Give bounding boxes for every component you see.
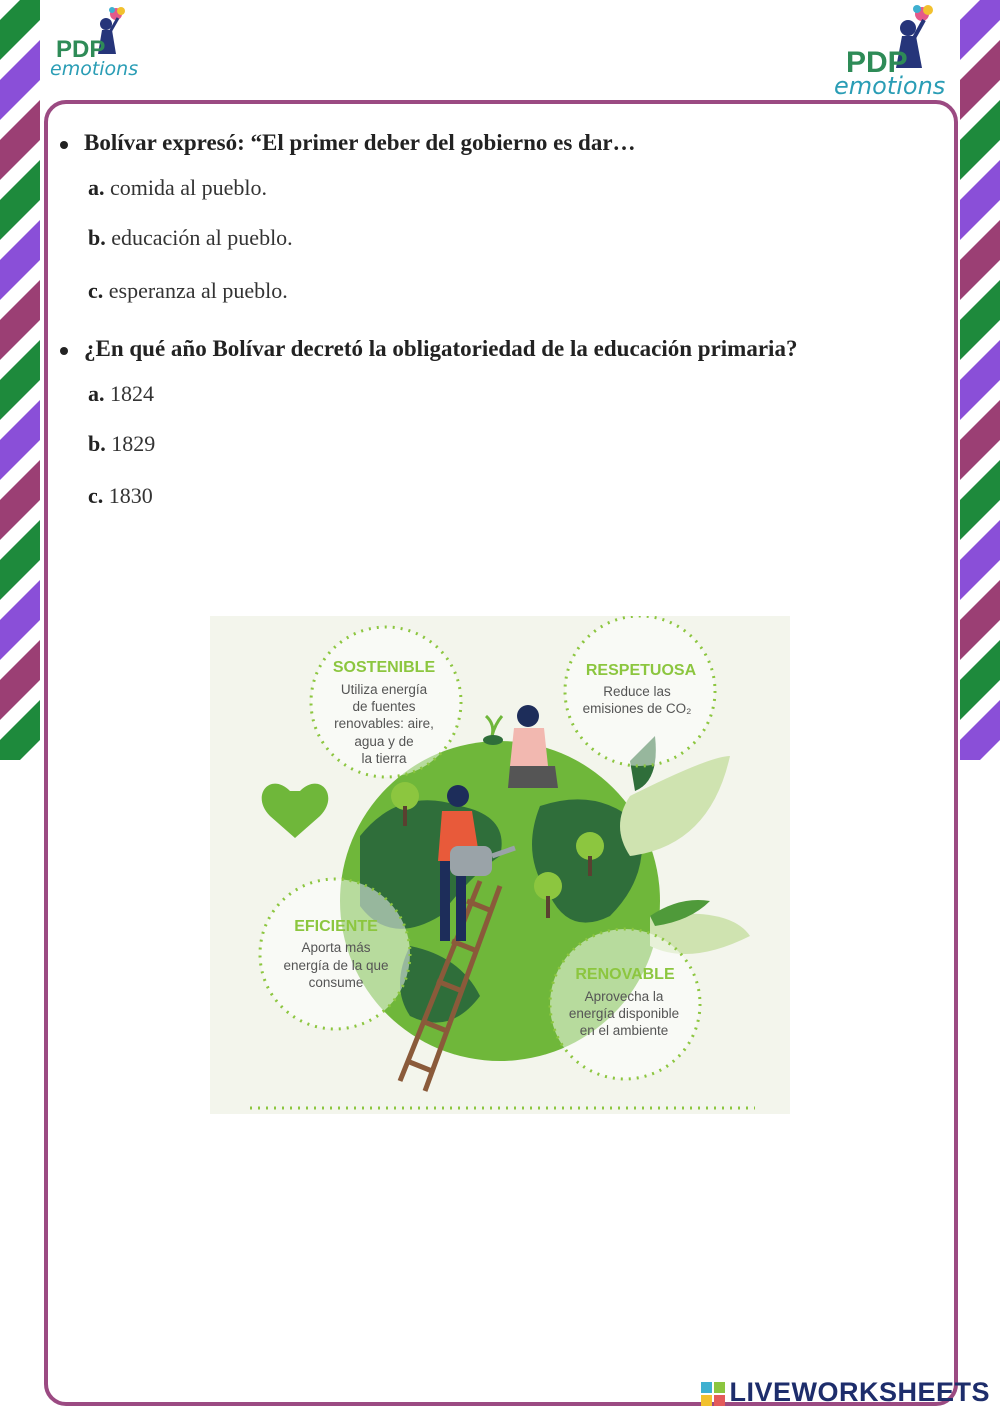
eficiente-line-1: Aporta más	[301, 940, 371, 955]
question-1	[60, 130, 636, 156]
question-2-option-c[interactable]	[88, 483, 153, 509]
option-letter: c.	[88, 278, 104, 303]
option-text: 1824	[110, 381, 154, 406]
renovable-circle	[550, 929, 700, 1079]
option-text: educación al pueblo.	[111, 225, 293, 250]
sostenible-line-5: la tierra	[361, 751, 407, 766]
question-2-text: ¿En qué año Bolívar decretó la obligatoriedad de la educación primaria?	[84, 336, 798, 361]
eficiente-line-3: consume	[308, 975, 364, 990]
question-2-option-a[interactable]	[88, 381, 154, 407]
sostenible-line-2: de fuentes	[352, 699, 416, 714]
sustainable-energy-infographic	[210, 616, 790, 1114]
option-letter: a.	[88, 175, 105, 200]
respetuosa-line-1: Reduce las	[603, 684, 671, 699]
pdp-emotions-logo-left	[50, 4, 142, 80]
logo-pdp-text: PDP	[56, 36, 106, 63]
liveworksheets-blocks-icon	[701, 1382, 725, 1406]
option-letter: c.	[88, 483, 104, 508]
respetuosa-title: RESPETUOSA	[585, 662, 697, 679]
renovable-line-3: en el ambiente	[579, 1023, 669, 1038]
eficiente-title: EFICIENTE	[294, 918, 378, 935]
logo-pdp-text: PDP	[846, 46, 908, 79]
sostenible-line-4: agua y de	[354, 734, 414, 749]
option-text: 1830	[108, 483, 153, 508]
option-text: esperanza al pueblo.	[108, 278, 288, 303]
liveworksheets-logo	[701, 1377, 990, 1408]
sostenible-line-1: Utiliza energía	[340, 682, 428, 697]
option-text: comida al pueblo.	[110, 175, 268, 200]
sostenible-line-3: renovables: aire,	[334, 716, 434, 731]
renovable-title: RENOVABLE	[575, 966, 675, 983]
liveworksheets-text: LIVEWORKSHEETS	[729, 1377, 990, 1407]
respetuosa-line-2: emisiones de CO₂	[582, 701, 692, 716]
question-1-option-a[interactable]	[88, 175, 267, 201]
eficiente-line-2: energía de la que	[283, 958, 389, 973]
question-2-option-b[interactable]	[88, 431, 155, 457]
option-letter: a.	[88, 381, 105, 406]
left-stripe-border	[0, 0, 40, 760]
question-1-text: Bolívar expresó: “El primer deber del gobierno es dar…	[84, 130, 636, 155]
option-text: 1829	[111, 431, 156, 456]
option-letter: b.	[88, 431, 106, 456]
renovable-line-1: Aprovecha la	[584, 989, 664, 1004]
logo-emotions-text: emotions	[834, 72, 946, 100]
sostenible-title: SOSTENIBLE	[332, 659, 436, 676]
question-2	[60, 336, 797, 362]
logo-emotions-text: emotions	[50, 58, 139, 80]
question-1-option-b[interactable]	[88, 225, 293, 251]
option-letter: b.	[88, 225, 106, 250]
right-stripe-border	[960, 0, 1000, 760]
bullet-icon	[60, 141, 68, 149]
bullet-icon	[60, 347, 68, 355]
question-1-option-c[interactable]	[88, 278, 288, 304]
pdp-emotions-logo-right	[834, 2, 954, 100]
renovable-line-2: energía disponible	[568, 1006, 680, 1021]
